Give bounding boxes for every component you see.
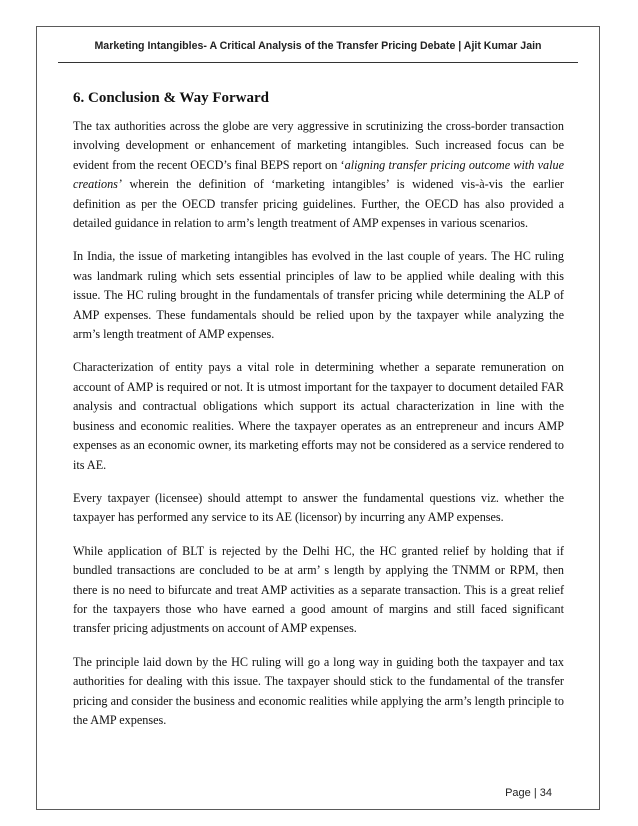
paragraph-1-text-b: wherein the definition of ‘marketing intangibles’ is widened vis-à-vis the earlier definition as per the OECD transfer pricing guidelines. Further, the OECD has also provided a detailed guidance in relation to arm’s length treatment of AMP expenses in various scenarios. — [73, 177, 564, 231]
paragraph-6: The principle laid down by the HC ruling will go a long way in guiding both the taxpayer and tax authorities for dealing with this issue. The taxpayer should stick to the fundamental of the transfer pricing and consider the business and economic realities while applying the arm’s length principle to the AMP expenses. — [73, 654, 564, 727]
section-heading: 6. Conclusion & Way Forward — [73, 90, 269, 106]
page-number: Page | 34 — [505, 787, 552, 799]
paragraph-5: While application of BLT is rejected by the Delhi HC, the HC granted relief by holding that if bundled transactions are concluded to be at arm’ s length by applying the TNMM or RPM, then there is no need to bifurcate and treat AMP activities as a separate transaction. This is a great relief for the taxpayers those who have earned a good amount of margins and still faced significant transfer pricing adjustments on account of AMP expenses. — [73, 543, 564, 636]
paragraph-2: In India, the issue of marketing intangibles has evolved in the last couple of years. The HC ruling was landmark ruling which sets essential principles of law to be applied while dealing with this issue. The HC ruling brought in the fundamentals of transfer pricing while determining the ALP of AMP expenses. These fundamentals should be relied upon by the taxpayer while analyzing the arm’s length treatment of AMP expenses. — [73, 249, 564, 342]
header-rule — [58, 62, 578, 63]
running-header: Marketing Intangibles- A Critical Analysis of the Transfer Pricing Debate | Ajit Kumar Jain — [94, 40, 542, 52]
paragraph-1 — [73, 117, 564, 233]
paragraph-1-italic-quote: aligning transfer pricing outcome with value creations’ — [73, 157, 564, 192]
paragraph-1-text-a: The tax authorities across the globe are very aggressive in scrutinizing the cross-border transaction involving development or enhancement of marketing intangibles. Such increased focus can be evident from the recent OECD’s final BEPS report on ‘ — [73, 119, 564, 172]
document-body — [73, 88, 564, 744]
paragraph-4: Every taxpayer (licensee) should attempt to answer the fundamental questions viz. whether the taxpayer has performed any service to its AE (licensor) by incurring any AMP expenses. — [73, 490, 564, 525]
paragraph-3: Characterization of entity pays a vital role in determining whether a separate remuneration on account of AMP is required or not. It is utmost important for the taxpayer to document detailed FAR analysis and contractual obligations which support its actual characterization in line with the business and economic realities. Where the taxpayer operates as an entrepreneur and incurs AMP expenses as an economic owner, its marketing efforts may not be considered as a service rendered to its AE. — [73, 360, 564, 472]
